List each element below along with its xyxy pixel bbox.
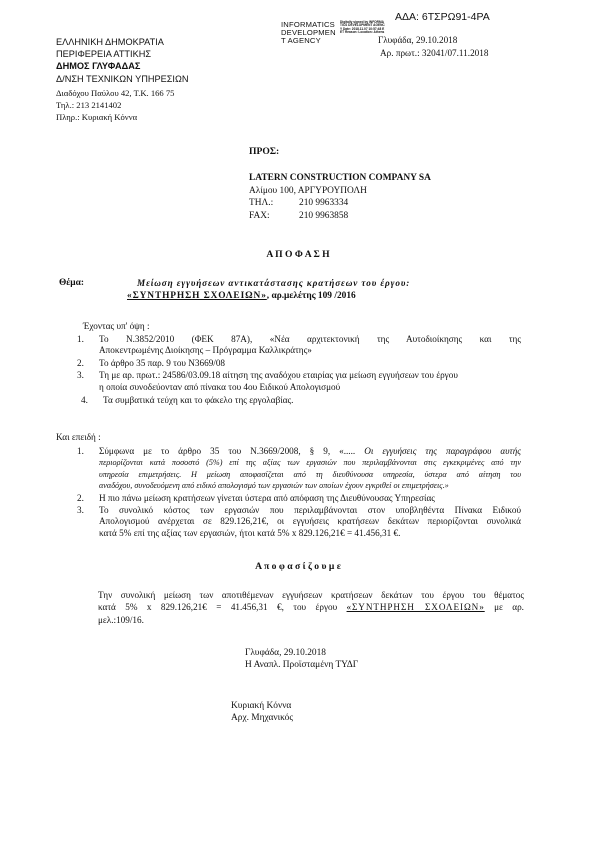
whereas-item-text: Η πιο πάνω μείωση κρατήσεων γίνεται ύστερα από απόφαση της Διευθύνουσας Υπηρεσίας: [99, 492, 435, 503]
document-date: Γλυφάδα, 29.10.2018: [378, 35, 458, 45]
considering-heading: Έχοντας υπ' όψη :: [83, 321, 150, 331]
recipient-address: Αλίμου 100, ΑΡΓΥΡΟΥΠΟΛΗ: [249, 185, 367, 196]
subject-project-name: «ΣΥΝΤΗΡΗΣΗ ΣΧΟΛΕΙΩΝ»: [127, 291, 267, 301]
whereas-item-number: 3.: [77, 505, 84, 516]
whereas-item-number: 2.: [77, 492, 84, 503]
agency-stamp: [281, 21, 336, 45]
subject-study-number: , αρ.μελέτης 109 /2016: [266, 291, 356, 301]
considering-item: [77, 395, 521, 406]
whereas-law-quote-start: Οι εγγυήσεις της παραγράφου αυτής: [364, 446, 522, 456]
sender-phone: Τηλ.: 213 2141402: [56, 100, 122, 111]
recipient-fax-label: FAX:: [249, 210, 270, 221]
recipient-fax-row: [249, 210, 431, 223]
whereas-law-quote-line: περιορίζονται κατά ποσοστό (5%) επί της αξίας των εργασιών που περιλαμβάνονται στις εγκεκριμένες από την: [99, 458, 521, 468]
country-name: ΕΛΛΗΝΙΚΗ ΔΗΜΟΚΡΑΤΙΑ: [56, 37, 164, 47]
protocol-number: Αρ. πρωτ.: 32041/07.11.2018: [380, 48, 489, 58]
signature-role: Η Αναπλ. Προϊσταμένη ΤΥΔΓ: [245, 660, 359, 671]
considering-item-number: 3.: [77, 370, 84, 381]
signature-place-date: Γλυφάδα, 29.10.2018: [245, 648, 326, 658]
considering-item-text: Το άρθρο 35 παρ. 9 του Ν3669/08: [99, 357, 226, 368]
letterhead: [56, 36, 189, 123]
recipient-company: LATERN CONSTRUCTION COMPANY SA: [249, 173, 431, 183]
municipality-name: ΔΗΜΟΣ ΓΛΥΦΑΔΑΣ: [56, 61, 141, 72]
considering-item-text: Τη με αρ. πρωτ.: 24586/03.09.18 αίτηση της αναδόχου εταιρίας για μείωση εγγυήσεων του έργου: [99, 370, 458, 381]
recipient-phone-label: ΤΗΛ.:: [249, 198, 274, 209]
decision-body: [98, 589, 524, 626]
whereas-heading: Και επειδή :: [56, 432, 101, 442]
signature-block: [245, 647, 358, 671]
whereas-law-quote-line: υπηρεσία επιμετρήσεις. Η μείωση αποφασίζεται από τη διευθύνουσα υπηρεσία, ύστερα από αίτηση του: [99, 469, 521, 479]
considering-item-number: 4.: [81, 395, 88, 406]
decision-line: μελ.:109/16.: [98, 614, 144, 625]
considering-item-text: Αποκεντρωμένης Διοίκησης – Πρόγραμμα Καλλικράτης»: [99, 345, 312, 356]
decision-heading: Α π ο φ α σ ί ζ ο υ μ ε: [255, 561, 341, 572]
sender-info: Πληρ.: Κυριακή Κόννα: [56, 112, 138, 123]
whereas-item-text: Απολογισμού ανέρχεται σε 829.126,21€, οι εγγυήσεις κρατήσεων δεκάτων περιορίζονται συνολικά: [99, 516, 521, 527]
sender-address: Διαδόχου Παύλου 42, Τ.Κ. 166 75: [56, 87, 175, 98]
decision-amount: κατά 5% x 829.126,21€ = 41.456,31 €, του έργου: [98, 602, 347, 613]
signature-stamp-details: Digitally signed by INFORMATICS DEVELOPMENT AGENCY Date: 2018.11.07 10:57:48 EET Reason: Location: Athens: [340, 20, 385, 34]
considering-item-text: Τα συμβατικά τεύχη και το φάκελο της εργολαβίας.: [103, 395, 294, 406]
recipient-phone: 210 9963334: [299, 198, 349, 209]
considering-item-number: 2.: [77, 357, 84, 368]
considering-item: [77, 334, 521, 357]
considering-item-text: Το Ν.3852/2010 (ΦΕΚ 87Α), «Νέα αρχιτεκτονική της Αυτοδιοίκησης και της: [99, 334, 521, 344]
to-label: ΠΡΟΣ:: [249, 146, 280, 157]
agency-stamp-line-3: T AGENCY: [281, 36, 321, 45]
whereas-law-reference: Σύμφωνα με το άρθρο 35 του Ν.3669/2008, § 9, «.....: [99, 446, 356, 456]
directorate-name: Δ/ΝΣΗ ΤΕΧΝΙΚΩΝ ΥΠΗΡΕΣΙΩΝ: [56, 73, 189, 84]
recipient-phone-row: [249, 197, 431, 210]
agency-stamp-line-2: DEVELOPMEN: [281, 28, 336, 37]
signatory-title: Αρχ. Μηχανικός: [231, 713, 294, 724]
whereas-item-text: Το συνολικό κόστος των εργασιών που περιλαμβάνονται στον υποβληθέντα Πίνακα Ειδικού: [99, 505, 521, 516]
recipient-block: [249, 172, 431, 222]
decision-ref: με αρ.: [484, 602, 524, 613]
subject-line-1: [137, 278, 410, 289]
whereas-item-1-first-line: [99, 446, 521, 457]
recipient-fax: 210 9963858: [299, 210, 349, 221]
signatory-name: Κυριακή Κόννα: [231, 701, 292, 711]
considering-list: [77, 334, 521, 406]
considering-item: [77, 358, 521, 369]
whereas-item-number: 1.: [77, 446, 84, 456]
decision-line: [98, 601, 524, 613]
considering-item-text: η οποία συνοδεύονταν από πίνακα του 4ου Ειδικού Απολογισμού: [99, 381, 341, 392]
decision-project-name: «ΣΥΝΤΗΡΗΣΗ ΣΧΟΛΕΙΩΝ»: [346, 602, 485, 613]
subject-label: Θέμα:: [59, 278, 84, 288]
subject-line-2: [127, 291, 356, 302]
whereas-list: [77, 446, 521, 539]
signatory: [231, 700, 293, 724]
document-title: Α Π Ο Φ Α Σ Η: [266, 249, 330, 260]
whereas-item: [77, 493, 521, 504]
whereas-item: [77, 446, 521, 492]
decision-line: Την συνολική μείωση των αποτιθέμενων εγγυήσεων κρατήσεων δεκάτων του έργου του θέματος: [98, 590, 524, 600]
whereas-item: [77, 505, 521, 539]
whereas-law-quote-line: αναδόχου, συνοδευόμενη από ειδικό απολογισμό των εργασιών των οποίων έχουν εγκριθεί οι επιμετρήσεις.»: [99, 481, 449, 491]
considering-item-number: 1.: [77, 334, 84, 344]
whereas-item-text: κατά 5% επί της αξίας των εργασιών, ήτοι κατά 5% x 829.126,21€ = 41.456,31 €.: [99, 527, 401, 538]
ada-number: ΑΔΑ: 6ΤΣΡΩ91-4ΡΑ: [395, 11, 490, 23]
considering-item: [77, 370, 521, 393]
agency-stamp-line-1: INFORMATICS: [281, 20, 335, 29]
region-name: ΠΕΡΙΦΕΡΕΙΑ ΑΤΤΙΚΗΣ: [56, 49, 152, 60]
subject-line-1-text: Μείωση εγγυήσεων αντικατάστασης κρατήσεων του έργου:: [137, 278, 411, 288]
